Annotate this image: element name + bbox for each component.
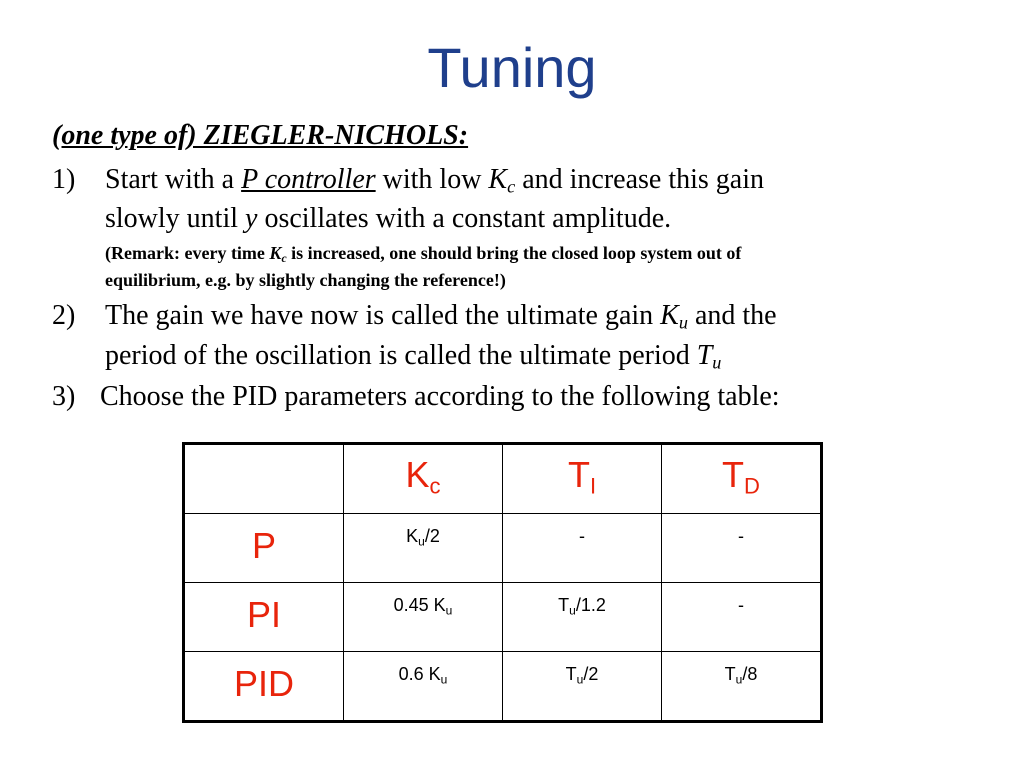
header-ti: $T_I$ xyxy=(503,444,662,514)
row-label-pid: PID xyxy=(184,652,344,722)
step-1-text-b: with low xyxy=(375,164,489,195)
step-1-line-2-b: oscillates with a constant amplitude. xyxy=(257,203,672,234)
cell-pid-kc: 0.6 $K_u$ xyxy=(344,652,503,722)
table-row xyxy=(184,583,822,652)
step-1-line-1 xyxy=(105,164,764,196)
step-2-line-1: The gain we have now is called the ultimate gain $K_u$ and the xyxy=(105,300,777,333)
ziegler-nichols-table xyxy=(182,442,823,723)
table-corner-cell xyxy=(184,444,344,514)
cell-p-ti: - xyxy=(503,514,662,583)
cell-p-td: - xyxy=(662,514,822,583)
step-3-number: 3) xyxy=(52,381,76,412)
header-td: $T_D$ xyxy=(662,444,822,514)
step-1-text-c: and increase this gain xyxy=(515,164,764,195)
row-label-pi: PI xyxy=(184,583,344,652)
table-row xyxy=(184,652,822,722)
cell-pi-td: - xyxy=(662,583,822,652)
step-1-text-a: Start with a xyxy=(105,164,242,195)
step-2-line-2: period of the oscillation is called the ultimate period $T_u$ xyxy=(105,340,722,373)
remark-kc-symbol: $K_c$ xyxy=(269,243,287,265)
kc-symbol: $K_c$ xyxy=(488,164,516,197)
cell-p-kc: $K_u/2$ xyxy=(344,514,503,583)
p-controller-term: P controller xyxy=(241,164,376,195)
step-1-remark-line-2: equilibrium, e.g. by slightly changing the reference!) xyxy=(105,270,506,290)
slide-title: Tuning xyxy=(427,36,597,99)
step-1-line-2 xyxy=(105,203,671,235)
header-kc: $K_c$ xyxy=(344,444,503,514)
step-2-number: 2) xyxy=(52,300,76,331)
method-heading: (one type of) ZIEGLER-NICHOLS: xyxy=(52,120,469,151)
cell-pi-kc: 0.45 $K_u$ xyxy=(344,583,503,652)
step-1-line-2-a: slowly until xyxy=(105,203,246,234)
ku-symbol: $K_u$ xyxy=(660,300,688,333)
cell-pid-td: $T_u/8$ xyxy=(662,652,822,722)
table-header-row xyxy=(184,444,822,514)
row-label-p: P xyxy=(184,514,344,583)
cell-pid-ti: $T_u/2$ xyxy=(503,652,662,722)
step-1-remark-line-1: (Remark: every time $K_c$ is increased, one should bring the closed loop system out of xyxy=(105,243,742,265)
step-1-number: 1) xyxy=(52,164,76,195)
y-symbol: y xyxy=(245,203,258,234)
step-3-text: Choose the PID parameters according to the following table: xyxy=(100,381,780,412)
cell-pi-ti: $T_u/1.2$ xyxy=(503,583,662,652)
table-row xyxy=(184,514,822,583)
tu-symbol: $T_u$ xyxy=(696,340,722,373)
